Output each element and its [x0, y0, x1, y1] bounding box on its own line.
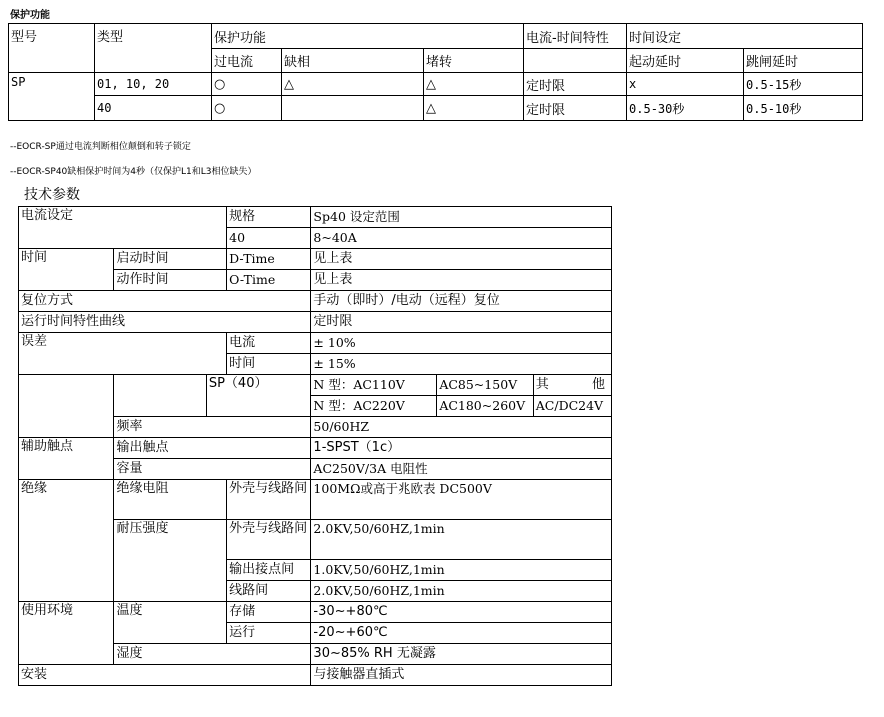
n-type-110: N 型：AC110V	[311, 375, 437, 396]
dielectric-value-1: 2.0KV,50/60HZ,1min	[311, 520, 612, 560]
operating-label: 运行	[227, 623, 311, 644]
insulation-value: 100MΩ或高于兆欧表 DC500V	[311, 480, 612, 520]
current-setting-label: 电流设定	[19, 207, 227, 249]
cell-type: 01, 10, 20	[95, 73, 212, 96]
params-title: 技术参数	[24, 187, 80, 203]
cell-stall: △	[424, 73, 524, 96]
action-time-label: 动作时间	[114, 270, 227, 291]
header-start-delay: 起动延时	[627, 49, 744, 73]
table-row	[19, 665, 612, 686]
table-row	[19, 207, 612, 228]
insulation-label: 绝缘	[19, 480, 114, 602]
temperature-label: 温度	[114, 602, 227, 644]
curve-value: 定时限	[311, 312, 612, 333]
installation-label: 安装	[19, 665, 311, 686]
see-above-1: 见上表	[311, 249, 612, 270]
note-1: --EOCR-SP通过电流判断相位颠倒和转子锁定	[10, 142, 191, 152]
dielectric-value-3: 2.0KV,50/60HZ,1min	[311, 581, 612, 602]
error-label: 误差	[19, 333, 227, 375]
reset-value: 手动（即时）/电动（远程）复位	[311, 291, 612, 312]
header-type: 类型	[95, 24, 212, 73]
header-phase-loss: 缺相	[282, 49, 424, 73]
section-title: 保护功能	[10, 10, 50, 21]
dielectric-value-2: 1.0KV,50/60HZ,1min	[311, 560, 612, 581]
cell-model: SP	[9, 73, 95, 121]
table-row	[19, 375, 612, 396]
error-current-value: ± 10%	[311, 333, 612, 354]
humidity-label: 湿度	[114, 644, 311, 665]
frequency-value: 50/60HZ	[311, 417, 612, 438]
table-row	[19, 333, 612, 354]
error-current-label: 电流	[227, 333, 311, 354]
capacity-label: 容量	[114, 459, 311, 480]
error-time-value: ± 15%	[311, 354, 612, 375]
curve-label: 运行时间特性曲线	[19, 312, 311, 333]
output-contact-label: 输出触点	[114, 438, 311, 459]
table-row	[19, 438, 612, 459]
header-model: 型号	[9, 24, 95, 73]
other-label	[533, 375, 611, 396]
table-row	[9, 96, 863, 121]
humidity-value: 30~85% RH 无凝露	[311, 644, 612, 665]
cell-overcurrent: ○	[212, 96, 282, 121]
header-stall: 堵转	[424, 49, 524, 73]
cell-phase-loss	[282, 96, 424, 121]
header-curve-blank	[524, 49, 627, 73]
storage-value: -30~+80℃	[311, 602, 612, 623]
installation-value: 与接触器直插式	[311, 665, 612, 686]
frequency-label: 频率	[114, 417, 311, 438]
table-row	[19, 291, 612, 312]
ac85: AC85~150V	[437, 375, 533, 396]
blank-cell	[19, 375, 114, 438]
params-table	[18, 206, 612, 686]
header-overcurrent: 过电流	[212, 49, 282, 73]
cell-curve: 定时限	[524, 73, 627, 96]
dielectric-label: 耐压强度	[114, 520, 227, 602]
case-line-2: 外壳与线路间	[227, 520, 311, 560]
cell-curve: 定时限	[524, 96, 627, 121]
time-label: 时间	[19, 249, 114, 291]
environment-label: 使用环境	[19, 602, 114, 665]
start-time-label: 启动时间	[114, 249, 227, 270]
cell-start-delay: x	[627, 73, 744, 96]
cell-stall: △	[424, 96, 524, 121]
operating-value: -20~+60℃	[311, 623, 612, 644]
output-value: 1-SPST（1c）	[311, 438, 612, 459]
sp40-label: SP（40）	[206, 375, 311, 417]
sp40-range-label: Sp40 设定范围	[311, 207, 612, 228]
error-time-label: 时间	[227, 354, 311, 375]
case-line-1: 外壳与线路间	[227, 480, 311, 520]
cell-trip-delay: 0.5-10秒	[744, 96, 863, 121]
note-2: --EOCR-SP40缺相保护时间为4秒（仅保护L1和L3相位缺失）	[10, 167, 257, 177]
spec-40: 40	[227, 228, 311, 249]
blank-cell	[114, 375, 206, 417]
o-time: O-Time	[227, 270, 311, 291]
table-row	[19, 249, 612, 270]
see-above-2: 见上表	[311, 270, 612, 291]
cell-overcurrent: ○	[212, 73, 282, 96]
other-value: AC/DC24V	[533, 396, 611, 417]
between-lines-label: 线路间	[227, 581, 311, 602]
cell-trip-delay: 0.5-15秒	[744, 73, 863, 96]
table-row	[9, 73, 863, 96]
reset-label: 复位方式	[19, 291, 311, 312]
header-protection: 保护功能	[212, 24, 524, 49]
cell-type: 40	[95, 96, 212, 121]
table-row	[19, 602, 612, 623]
table-row	[19, 312, 612, 333]
aux-contact-label: 辅助触点	[19, 438, 114, 480]
n-type-220: N 型：AC220V	[311, 396, 437, 417]
cell-start-delay: 0.5-30秒	[627, 96, 744, 121]
spec-label: 规格	[227, 207, 311, 228]
insulation-resistance-label: 绝缘电阻	[114, 480, 227, 520]
header-trip-delay: 跳闸延时	[744, 49, 863, 73]
d-time: D-Time	[227, 249, 311, 270]
range-40: 8~40A	[311, 228, 612, 249]
ac180: AC180~260V	[437, 396, 533, 417]
capacity-value: AC250V/3A 电阻性	[311, 459, 612, 480]
table-row	[19, 480, 612, 520]
header-time-setting: 时间设定	[627, 24, 863, 49]
protection-table	[8, 23, 863, 121]
cell-phase-loss: △	[282, 73, 424, 96]
header-curve: 电流-时间特性	[524, 24, 627, 49]
other-label-2: 他	[591, 377, 605, 392]
output-contacts-label: 输出接点间	[227, 560, 311, 581]
storage-label: 存储	[227, 602, 311, 623]
other-label-1: 其	[535, 377, 549, 392]
